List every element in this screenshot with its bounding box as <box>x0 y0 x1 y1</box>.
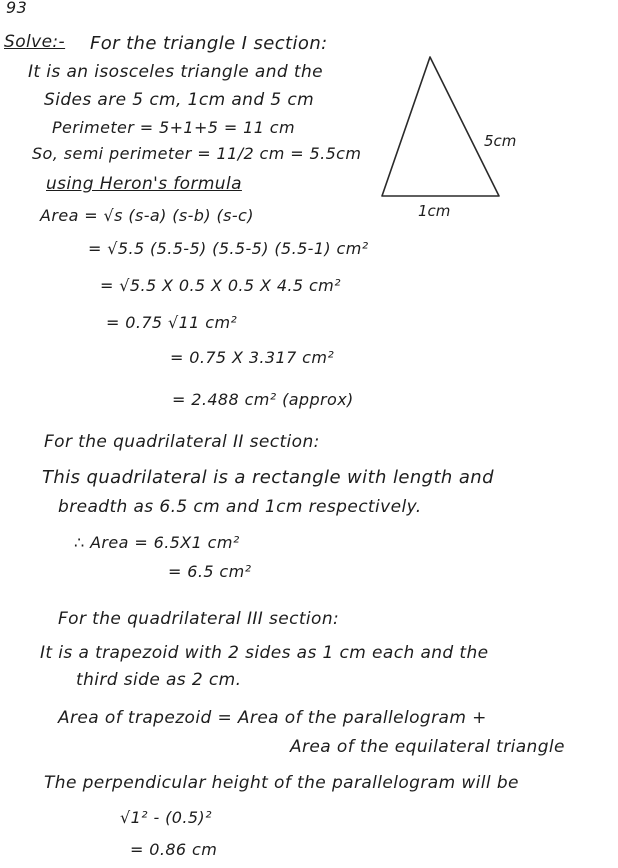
triangle-side-label: 5cm <box>484 132 517 150</box>
line-rectangle-dimensions: breadth as 6.5 cm and 1cm respectively. <box>58 497 422 517</box>
line-quadrilateral-iii-heading: For the quadrilateral III section: <box>58 609 340 629</box>
line-triangle-sides: Sides are 5 cm, 1cm and 5 cm <box>44 90 315 110</box>
line-triangle-section-heading: For the triangle I section: <box>90 33 328 54</box>
isosceles-triangle-figure <box>378 52 523 224</box>
line-area-multiplied: = 0.75 X 3.317 cm² <box>170 348 335 367</box>
line-height-formula: √1² - (0.5)² <box>120 808 212 827</box>
line-trapezoid-area-parallelogram: Area of trapezoid = Area of the parallelogram + <box>58 708 487 728</box>
line-perimeter: Perimeter = 5+1+5 = 11 cm <box>52 118 295 137</box>
question-number: 93 <box>6 0 28 17</box>
line-perpendicular-height: The perpendicular height of the parallelogram will be <box>44 773 519 793</box>
line-area-substitution: = √5.5 (5.5-5) (5.5-5) (5.5-1) cm² <box>88 239 369 258</box>
line-rectangle-statement: This quadrilateral is a rectangle with length and <box>42 467 494 488</box>
line-rectangle-area: ∴ Area = 6.5X1 cm² <box>74 533 240 552</box>
line-trapezoid-statement: It is a trapezoid with 2 sides as 1 cm each and the <box>40 643 489 663</box>
line-trapezoid-third-side: third side as 2 cm. <box>76 670 242 690</box>
solve-label: Solve:- <box>4 32 66 52</box>
triangle-base-label: 1cm <box>418 202 451 220</box>
line-isosceles-statement: It is an isosceles triangle and the <box>28 62 323 82</box>
line-rectangle-area-result: = 6.5 cm² <box>168 562 252 581</box>
line-quadrilateral-ii-heading: For the quadrilateral II section: <box>44 432 320 452</box>
line-herons-formula: using Heron's formula <box>46 174 242 194</box>
line-height-result: = 0.86 cm <box>130 840 218 859</box>
line-semi-perimeter: So, semi perimeter = 11/2 cm = 5.5cm <box>32 144 362 163</box>
triangle-outline <box>382 57 499 196</box>
line-area-product: = √5.5 X 0.5 X 0.5 X 4.5 cm² <box>100 276 341 295</box>
line-area-result: = 2.488 cm² (approx) <box>172 390 354 409</box>
line-trapezoid-area-triangle: Area of the equilateral triangle <box>290 737 565 757</box>
line-area-root-eleven: = 0.75 √11 cm² <box>106 313 238 332</box>
line-area-formula: Area = √s (s-a) (s-b) (s-c) <box>40 206 254 225</box>
